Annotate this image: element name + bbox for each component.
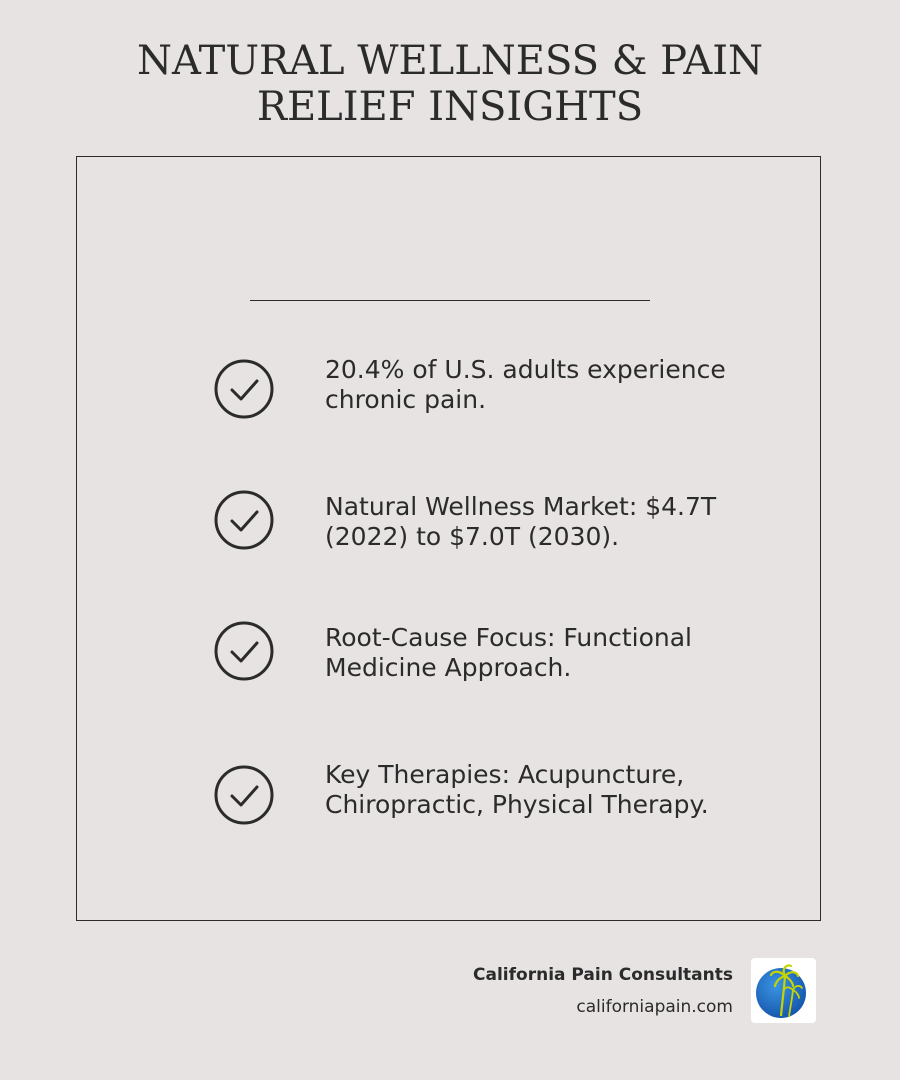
insight-text: Root-Cause Focus: Functional Medicine Approach. — [325, 623, 693, 682]
divider-line — [250, 300, 650, 301]
company-logo — [751, 958, 816, 1023]
palm-tree-globe-logo — [751, 958, 816, 1023]
check-circle-icon — [212, 763, 276, 827]
insight-text: 20.4% of U.S. adults experience chronic pain. — [325, 355, 726, 414]
check-circle-icon — [212, 619, 276, 683]
website-link[interactable]: californiapain.com — [576, 997, 733, 1017]
check-circle-icon — [212, 357, 276, 421]
company-name: California Pain Consultants — [473, 965, 733, 985]
insight-text: Key Therapies: Acupuncture, Chiropractic, Physical Therapy. — [325, 760, 709, 819]
insight-text: Natural Wellness Market: $4.7T (2022) to $7.0T (2030). — [325, 492, 717, 551]
check-circle-icon — [212, 488, 276, 552]
page-title: NATURAL WELLNESS & PAIN RELIEF INSIGHTS — [136, 38, 764, 130]
